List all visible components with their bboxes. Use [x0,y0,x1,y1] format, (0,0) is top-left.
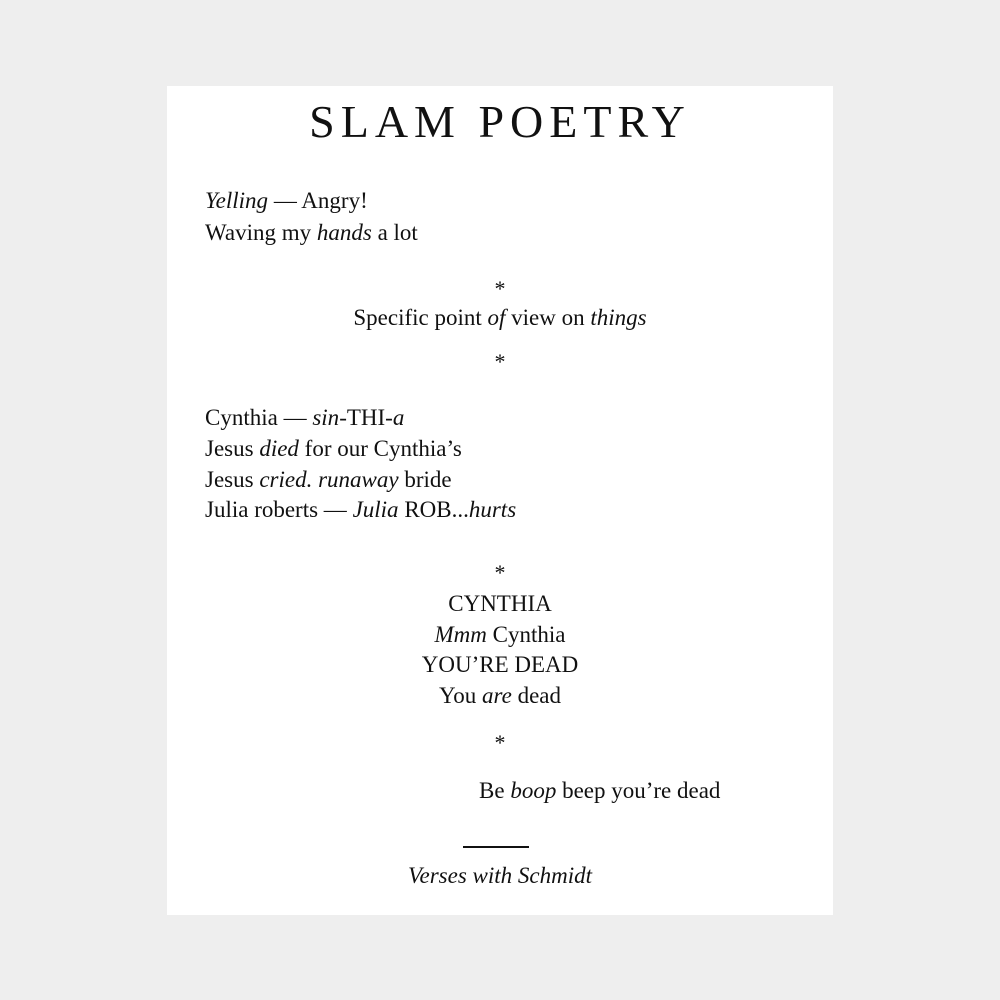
poem-line: Cynthia — sin-THI-a [205,405,405,430]
poem-line: Yelling — Angry! [205,188,368,213]
poem-line: Specific point of view on things [353,305,647,330]
divider-rule [463,846,529,848]
separator-asterisk: * [494,560,506,585]
poem-line: Mmm Cynthia [434,622,566,647]
separator-asterisk: * [494,349,506,374]
poster [167,86,833,915]
poem-line: You are dead [438,683,562,708]
separator-asterisk: * [494,730,506,755]
poem-line: Waving my hands a lot [205,220,418,245]
poem-title: SLAM POETRY [309,96,691,147]
poem-line: Jesus died for our Cynthia’s [205,436,462,461]
poem-line: Jesus cried. runaway bride [205,467,452,492]
poem-line: Be boop beep you’re dead [479,778,721,803]
attribution: Verses with Schmidt [408,863,592,888]
separator-asterisk: * [494,276,506,301]
poem-line: YOU’RE DEAD [421,652,579,677]
poem-line: Julia roberts — Julia ROB...hurts [205,497,517,522]
poem-line: CYNTHIA [448,591,552,616]
